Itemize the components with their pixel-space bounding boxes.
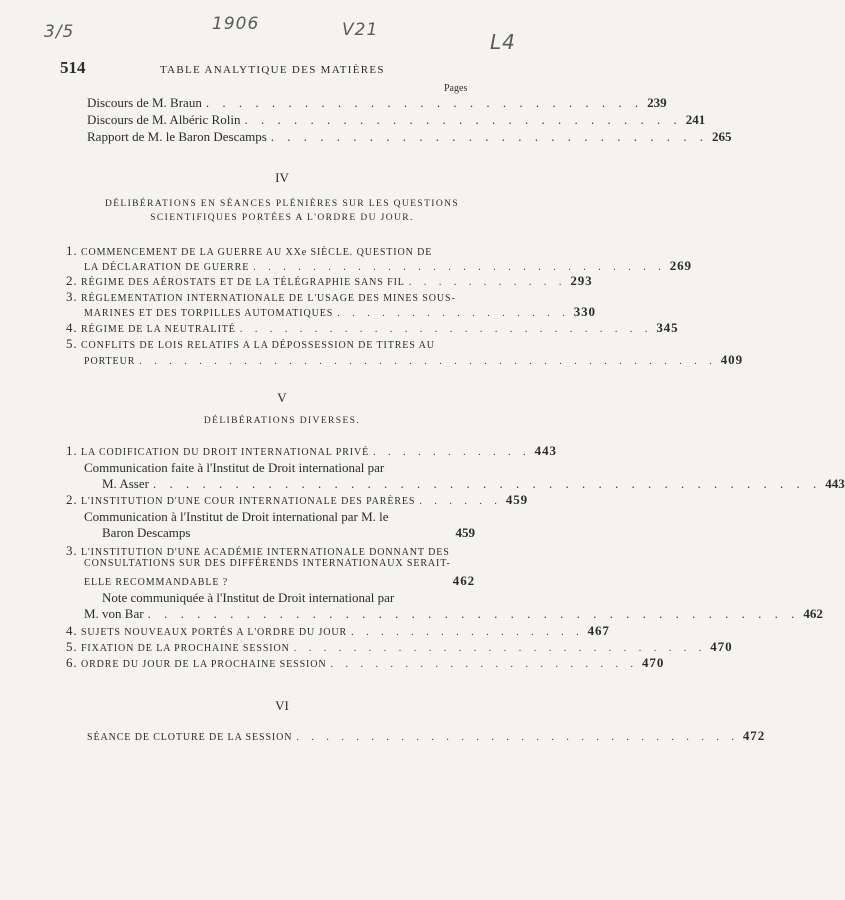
entry-number: 4. — [66, 623, 78, 638]
toc-entry[interactable] — [66, 492, 529, 508]
toc-subentry[interactable] — [102, 476, 845, 492]
entry-page: 269 — [669, 258, 692, 273]
entry-title: L'INSTITUTION D'UNE ACADÉMIE INTERNATIONALE DONNANT DES — [80, 547, 450, 558]
entry-number: 2. — [66, 273, 78, 288]
handwritten-annotation: 1906 — [212, 14, 260, 34]
section-heading: DÉLIBÉRATIONS DIVERSES. — [203, 416, 361, 426]
leader-dots: . . . . . . . . . . . . . . . . . . . . . . . . . . . . — [239, 324, 653, 335]
entry-page: 330 — [573, 304, 596, 319]
entry-number: 1. — [66, 443, 78, 458]
leader-dots: . . . . . . . . . . . . . . . . . . . . . . . . . . . . . . — [296, 732, 739, 743]
entry-page: 459 — [505, 492, 529, 507]
entry-page: 409 — [720, 352, 743, 367]
leader-dots: . . . . . . . . . . . . . . . . . . . . . . . . . . . . — [293, 643, 707, 654]
entry-page: 462 — [803, 606, 823, 621]
toc-entry-line[interactable] — [66, 289, 456, 305]
entry-title: L'INSTITUTION D'UNE COUR INTERNATIONALE DES PARÈRES — [80, 496, 416, 507]
toc-entry-line[interactable] — [66, 243, 432, 259]
entry-title: M. von Bar — [84, 606, 144, 621]
toc-entry[interactable] — [87, 112, 706, 128]
entry-page: 443 — [534, 443, 557, 458]
leader-dots: . . . . . . . . . . . . . . . . . . . . . . . . . . . . . . . . . . . . . . . — [139, 356, 717, 367]
toc-entry-line[interactable] — [66, 543, 450, 559]
toc-subentry-line[interactable]: Communication à l'Institut de Droit international par M. le — [84, 509, 389, 524]
leader-dots: . . . . . . . . . . . . . . . . — [351, 627, 584, 638]
section-heading: DÉLIBÉRATIONS EN SÉANCES PLÉNIÈRES SUR LES QUESTIONS — [104, 199, 460, 209]
entry-title: Rapport de M. le Baron Descamps — [87, 129, 267, 144]
entry-page: 470 — [642, 655, 665, 670]
entry-page: 459 — [455, 525, 475, 540]
page-number: 514 — [60, 58, 86, 77]
section-roman-numeral: V — [277, 390, 287, 405]
leader-dots: . . . . . . — [419, 496, 502, 507]
entry-page: 443 — [825, 476, 845, 491]
entry-title: ELLE RECOMMANDABLE ? — [84, 577, 229, 588]
section-roman-numeral: IV — [275, 170, 289, 185]
leader-dots — [228, 577, 453, 588]
entry-title: SUJETS NOUVEAUX PORTÉS A L'ORDRE DU JOUR — [80, 627, 348, 638]
entry-title: FIXATION DE LA PROCHAINE SESSION — [80, 643, 290, 654]
leader-dots: . . . . . . . . . . . . . . . . . . . . . . . . . . . — [270, 129, 709, 144]
leader-dots: . . . . . . . . . . . — [408, 277, 567, 288]
toc-entry-line[interactable]: CONSULTATIONS SUR DES DIFFÉRENDS INTERNATIONAUX SERAIT- — [84, 558, 451, 569]
entry-number: 2. — [66, 492, 78, 507]
toc-subentry-line[interactable]: Communication faite à l'Institut de Droit international par — [84, 460, 385, 475]
entry-title: MARINES ET DES TORPILLES AUTOMATIQUES — [84, 308, 334, 319]
entry-title: CONFLITS DE LOIS RELATIFS A LA DÉPOSSESSION DE TITRES AU — [80, 340, 435, 351]
handwritten-annotation: 3/5 — [44, 22, 75, 42]
toc-subentry[interactable] — [84, 606, 823, 622]
handwritten-annotation: V21 — [342, 20, 379, 40]
pages-column-label: Pages — [444, 83, 468, 94]
section-roman-numeral: VI — [275, 698, 289, 713]
toc-entry[interactable] — [87, 129, 732, 145]
entry-number: 3. — [66, 289, 78, 304]
leader-dots: . . . . . . . . . . . . . . . . . . . . . . . . . . . — [205, 95, 644, 110]
toc-entry[interactable] — [87, 728, 766, 744]
entry-page: 345 — [656, 320, 679, 335]
leader-dots — [190, 525, 455, 541]
entry-title: ORDRE DU JOUR DE LA PROCHAINE SESSION — [80, 659, 327, 670]
handwritten-annotation: L4 — [490, 30, 516, 54]
entry-page: 241 — [685, 112, 706, 127]
entry-number: 3. — [66, 543, 78, 558]
entry-title: RÉGLEMENTATION INTERNATIONALE DE L'USAGE DES MINES SOUS- — [80, 293, 456, 304]
entry-page: 462 — [452, 573, 475, 588]
leader-dots: . . . . . . . . . . . . . . . . . . . . . . . . . . . . . . . . . . . . . . . . — [147, 606, 800, 621]
entry-title: M. Asser — [102, 476, 149, 491]
running-head: TABLE ANALYTIQUE DES MATIÈRES — [160, 64, 385, 76]
entry-page: 239 — [647, 95, 667, 110]
toc-entry-line[interactable] — [66, 336, 435, 352]
entry-title: PORTEUR — [84, 356, 136, 367]
toc-entry[interactable] — [66, 639, 733, 655]
entry-title: RÉGIME DES AÉROSTATS ET DE LA TÉLÉGRAPHIE SANS FIL — [80, 277, 405, 288]
entry-title: RÉGIME DE LA NEUTRALITÉ — [80, 324, 236, 335]
entry-title: Discours de M. Braun — [87, 95, 202, 110]
entry-title: COMMENCEMENT DE LA GUERRE AU XXe SIÈCLE. QUESTION DE — [80, 247, 433, 258]
entry-page: 265 — [712, 129, 732, 144]
leader-dots: . . . . . . . . . . . . . . . . — [337, 308, 570, 319]
entry-title: Baron Descamps — [102, 525, 191, 540]
entry-number: 6. — [66, 655, 78, 670]
entry-number: 5. — [66, 336, 78, 351]
toc-entry[interactable] — [66, 655, 665, 671]
entry-title: LA DÉCLARATION DE GUERRE — [84, 262, 250, 273]
leader-dots: . . . . . . . . . . . . . . . . . . . . . . . . . . . . . . . . . . . . . . . . . — [152, 476, 822, 491]
toc-entry[interactable] — [84, 258, 692, 274]
entry-number: 5. — [66, 639, 78, 654]
leader-dots: . . . . . . . . . . . . . . . . . . . . . . . . . . . — [244, 112, 682, 127]
entry-title: Discours de M. Albéric Rolin — [87, 112, 241, 127]
leader-dots: . . . . . . . . . . . — [373, 447, 531, 458]
entry-page: 293 — [570, 273, 593, 288]
toc-entry[interactable] — [66, 320, 679, 336]
toc-entry[interactable] — [84, 352, 743, 368]
toc-entry[interactable] — [66, 623, 610, 639]
toc-entry[interactable] — [87, 95, 667, 111]
entry-page: 467 — [587, 623, 610, 638]
toc-subentry[interactable] — [102, 525, 475, 541]
toc-entry[interactable] — [66, 273, 593, 289]
toc-subentry-line[interactable]: Note communiquée à l'Institut de Droit international par — [102, 590, 395, 605]
entry-number: 4. — [66, 320, 78, 335]
entry-number: 1. — [66, 243, 78, 258]
toc-entry[interactable] — [84, 304, 596, 320]
entry-title: SÉANCE DE CLOTURE DE LA SESSION — [87, 732, 293, 743]
section-heading: SCIENTIFIQUES PORTÉES A L'ORDRE DU JOUR. — [150, 213, 414, 223]
entry-page: 470 — [710, 639, 733, 654]
entry-title: LA CODIFICATION DU DROIT INTERNATIONAL PRIVÉ — [80, 447, 370, 458]
entry-page: 472 — [742, 728, 766, 743]
toc-entry[interactable] — [66, 443, 557, 459]
toc-entry[interactable] — [84, 573, 475, 589]
leader-dots: . . . . . . . . . . . . . . . . . . . . . . . . . . . . — [253, 262, 666, 273]
leader-dots: . . . . . . . . . . . . . . . . . . . . . — [330, 659, 639, 670]
